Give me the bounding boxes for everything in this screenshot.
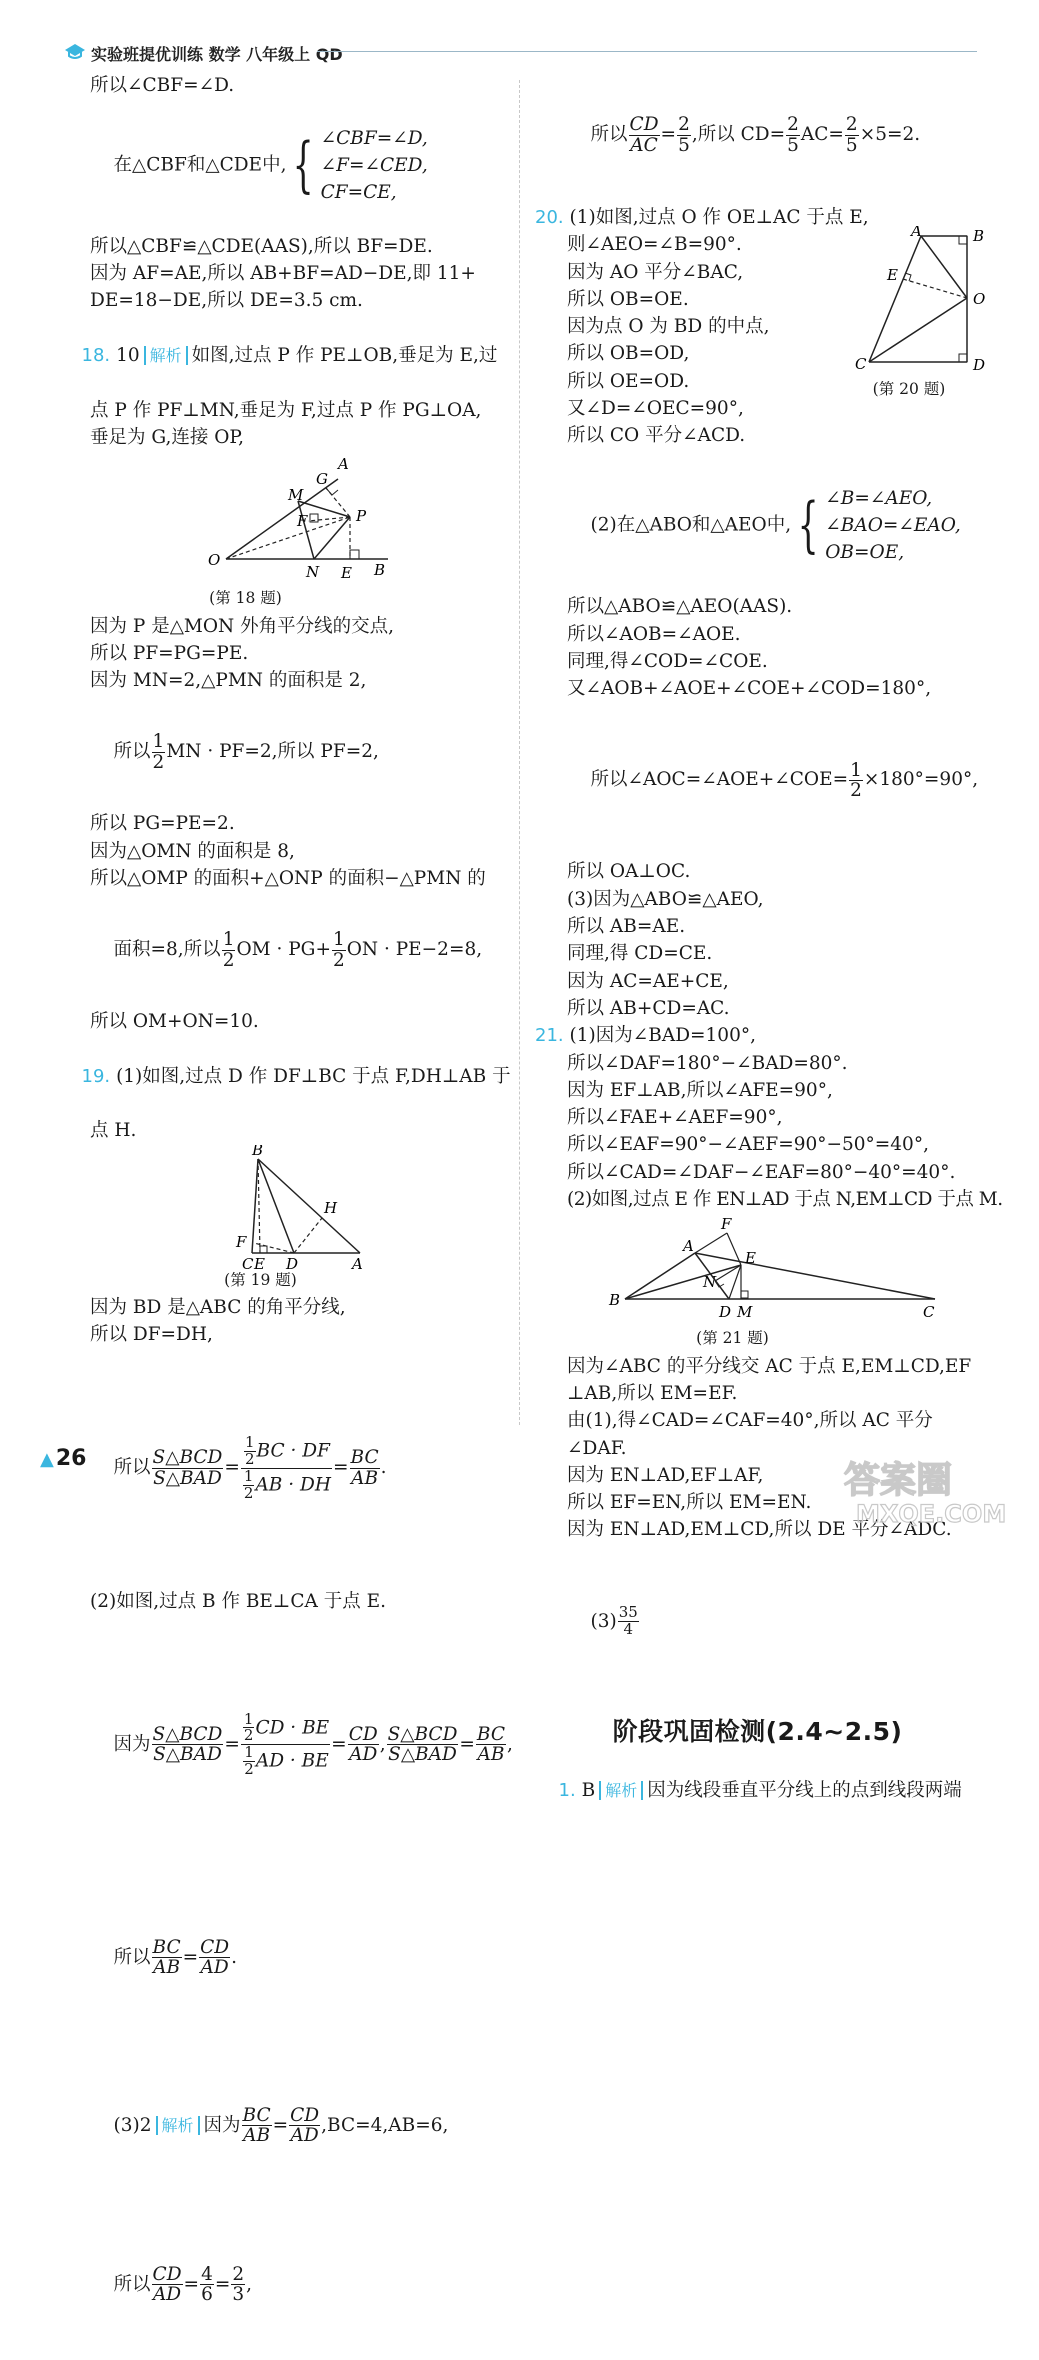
figure-label: E — [254, 1254, 265, 1273]
text-fragment: BC=4,AB=6, — [327, 2114, 449, 2136]
formula-line: 所以 $\frac{BC}{AB}$ = $\frac{CD}{AD}$ . — [113, 1936, 238, 1979]
math: AC — [630, 134, 658, 156]
figure-label: B — [252, 1144, 264, 1159]
figure-label: B — [374, 561, 386, 580]
figure-label: C — [855, 355, 867, 373]
math: S△BAD — [153, 1744, 222, 1766]
fraction — [332, 930, 346, 970]
watermark-text: 答案圈 — [844, 1460, 953, 1501]
denominator — [629, 136, 660, 155]
text-fragment: 因为 — [113, 1733, 151, 1755]
text-line: 垂足为 G,连接 OP, — [90, 426, 245, 448]
denominator — [350, 1469, 380, 1488]
header-title: 实验班提优训练 数学 八年级上 QD — [91, 45, 343, 64]
left-column — [55, 72, 523, 2360]
text-line: 所以 EF=EN,所以 EM=EN. — [567, 1492, 812, 1514]
fraction — [242, 2106, 272, 2146]
fraction — [241, 1709, 330, 1778]
math: S△BCD — [152, 1447, 223, 1469]
figure-label: P — [356, 507, 367, 526]
figure-20-diagram — [847, 226, 987, 376]
text-fragment: 所以 — [113, 2273, 151, 2295]
denominator: 3 — [232, 2284, 245, 2306]
figure-label: O — [208, 551, 221, 570]
text-line: 所以 OA⊥OC. — [567, 861, 691, 883]
figure-19 — [228, 1145, 368, 1273]
math: AD — [152, 2284, 182, 2306]
numerator — [242, 2106, 272, 2126]
text-line: 所以 AB+CD=AC. — [567, 997, 730, 1019]
text-fragment: 所以∠AOC=∠AOE+∠COE= — [590, 769, 849, 791]
text-line: 所以∠FAE+∠AEF=90°, — [567, 1107, 783, 1129]
math: CD · BE — [255, 1716, 330, 1738]
header-rule — [317, 51, 977, 52]
numerator — [289, 2106, 320, 2126]
numerator: 1 — [850, 759, 862, 781]
brace-icon: { — [797, 490, 819, 561]
text-line: 所以 OB=OE. — [567, 288, 689, 310]
numerator: 2 — [787, 114, 799, 136]
fraction — [348, 1725, 379, 1765]
fraction — [786, 115, 800, 155]
text-fragment: 如图,过点 P 作 PE⊥OB,垂足为 E,过 — [191, 345, 498, 367]
math: CD — [290, 2104, 320, 2126]
text-line: (3)因为△ABO≌△AEO, — [567, 888, 764, 910]
denominator: 2 — [850, 779, 862, 801]
denominator — [289, 2126, 320, 2145]
math: BC — [350, 1447, 379, 1469]
text-line: 所以△OMP 的面积+△ONP 的面积−△PMN 的 — [90, 867, 486, 889]
text-fragment: ON · PE−2=8, — [346, 939, 483, 961]
system-row: CF=CE, — [320, 181, 397, 203]
page-number — [40, 1446, 86, 1471]
numerator — [387, 1725, 459, 1745]
denominator — [241, 1745, 330, 1778]
question-19 — [58, 1035, 523, 1117]
numerator: 1 — [332, 929, 345, 951]
formula-line: (3)2 解析 因为 $\frac{BC}{AB}$ = $\frac{CD}{AD}$ ,BC=4,AB=6, — [113, 2104, 449, 2147]
system-row: ∠F=∠CED, — [320, 154, 428, 176]
text-line: (2)如图,过点 E 作 EN⊥AD 于点 N,EM⊥CD 于点 M. — [567, 1189, 1003, 1211]
brace-icon: { — [293, 130, 315, 201]
watermark-logo — [838, 1452, 1028, 1528]
analysis-tag: 解析 — [599, 1781, 643, 1800]
denominator — [387, 1745, 459, 1764]
math: BC — [476, 1723, 506, 1745]
figure-caption: (第 21 题) — [696, 1329, 769, 1348]
text-line: 又∠AOB+∠AOE+∠COE+∠COD=180°, — [567, 678, 932, 700]
text-line: 因为∠ABC 的平分线交 AC 于点 E,EM⊥CD,EF — [567, 1355, 972, 1377]
figure-label: B — [973, 227, 985, 245]
text-line: 因为点 O 为 BD 的中点, — [567, 316, 770, 338]
fraction — [476, 1725, 506, 1765]
math: CD — [200, 1936, 230, 1958]
figure-21-diagram — [605, 1213, 945, 1325]
numerator: 1 — [244, 1433, 255, 1452]
text-fragment: AC= — [800, 124, 844, 145]
math: BC — [242, 2104, 271, 2126]
figure-label: G — [316, 470, 328, 489]
denominator: 2 — [332, 949, 345, 971]
numerator — [152, 1938, 182, 1958]
fraction — [618, 1605, 639, 1638]
denominator: 5 — [845, 134, 858, 156]
text-fragment: (1)如图,过点 O 作 OE⊥AC 于点 E, — [569, 207, 869, 228]
page-header — [55, 36, 980, 68]
math: AD · BE — [255, 1750, 329, 1772]
text-fragment: (1)因为∠BAD=100°, — [569, 1025, 756, 1047]
formula-line — [567, 702, 980, 858]
answer: 10 — [116, 345, 140, 367]
fraction — [243, 1745, 255, 1778]
fraction — [244, 1435, 256, 1468]
text-line: 由(1),得∠CAD=∠CAF=40°,所以 AC 平分 — [567, 1410, 933, 1432]
right-column — [535, 72, 1003, 1832]
denominator: 4 — [623, 1620, 634, 1639]
figure-label: E — [745, 1249, 756, 1268]
numerator: 1 — [244, 1743, 254, 1762]
figure-label: N — [703, 1273, 717, 1292]
section-title: 阶段巩固检测(2.4~2.5) — [612, 1716, 903, 1746]
numerator — [152, 2265, 183, 2285]
question-number: 18. — [81, 345, 111, 367]
numerator: 1 — [222, 929, 235, 951]
triangle-marker-icon: ▲ — [40, 1449, 54, 1470]
question-21 — [535, 1022, 980, 1049]
formula-line: 因为 $\frac{\text{S△BCD}}{\text{S△BAD}}$ = $\frac{1}{2}$ CD · BE $\frac{1}{2}$ AD · BE = $\frac{CD}{AD}$ , $\frac{\text{S△BCD}}{\text{S△BAD}}$ = $\frac{BC}{AB}$ , — [113, 1709, 513, 1778]
denominator — [152, 2285, 183, 2304]
numerator — [350, 1448, 380, 1468]
watermark-url: MXQE.COM — [856, 1500, 1007, 1528]
text-line: 所以∠DAF=180°−∠BAD=80°. — [567, 1052, 848, 1074]
text-line: 因为 EN⊥AD,EF⊥AF, — [567, 1464, 764, 1486]
figure-label: D — [973, 356, 986, 374]
text-line: 所以∠CAD=∠DAF−∠EAF=80°−40°=40°. — [567, 1161, 956, 1183]
numerator: 1 — [243, 1466, 254, 1485]
question-1 — [535, 1750, 980, 1832]
text-line: 所以∠CBF=∠D. — [90, 75, 235, 96]
equation-system — [286, 125, 427, 206]
math: CD — [348, 1723, 378, 1745]
fraction — [241, 1435, 332, 1501]
system-row: ∠CBF=∠D, — [320, 127, 428, 149]
formula-line — [567, 1544, 980, 1700]
text-line: 所以∠AOB=∠AOE. — [567, 623, 741, 645]
fraction — [231, 2265, 245, 2305]
question-number: 21. — [535, 1025, 564, 1047]
numerator — [348, 1725, 379, 1745]
math: AB — [243, 2125, 271, 2147]
fraction — [200, 2265, 214, 2305]
text-line: 所以 AB=AE. — [567, 916, 686, 938]
fraction — [243, 1709, 255, 1745]
figure-label: A — [683, 1237, 694, 1256]
text-fragment: (1)如图,过点 D 作 DF⊥BC 于点 F,DH⊥AB 于 — [116, 1065, 511, 1087]
fraction — [677, 115, 691, 155]
text-line: 所以 CO 平分∠ACD. — [567, 425, 746, 447]
formula-line: 所以 $\frac{CD}{AD}$ = $\frac{4}{6}$ = $\frac{2}{3}$ , — [113, 2263, 253, 2306]
system-row: OB=OE, — [825, 541, 905, 563]
denominator — [242, 2126, 272, 2145]
fraction — [387, 1725, 459, 1765]
text-line: (2)如图,过点 B 作 BE⊥CA 于点 E. — [90, 1591, 386, 1613]
text-line: 所以 PG=PE=2. — [90, 813, 235, 835]
analysis-tag: 解析 — [156, 2116, 200, 2135]
math: S△BAD — [153, 1467, 222, 1489]
fraction — [199, 1938, 230, 1978]
text-line: 因为 EN⊥AD,EM⊥CD,所以 DE 平分∠ADC. — [567, 1519, 952, 1541]
fraction — [629, 115, 660, 155]
text-line: 点 P 作 PF⊥MN,垂足为 F,过点 P 作 PG⊥OA, — [90, 399, 482, 421]
figure-label: E — [887, 266, 898, 284]
text-line: 因为 P 是△MON 外角平分线的交点, — [90, 615, 394, 637]
question-number: 19. — [81, 1065, 111, 1087]
figure-label: O — [973, 290, 986, 308]
fraction — [350, 1448, 380, 1488]
fraction — [243, 1466, 255, 1502]
question-number: 1. — [558, 1779, 576, 1801]
math: S△BCD — [387, 1723, 458, 1745]
figure-label: F — [721, 1215, 732, 1234]
text-line: DE=18−DE,所以 DE=3.5 cm. — [90, 290, 363, 312]
fraction — [152, 1725, 224, 1765]
math: AB · DH — [255, 1474, 332, 1496]
text-line: ⊥AB,所以 EM=EF. — [567, 1382, 738, 1404]
figure-label: A — [352, 1254, 363, 1273]
text-fragment: (2)在△ABO和△AEO中, — [590, 514, 792, 536]
figure-label: E — [341, 564, 352, 583]
figure-caption: (第 20 题) — [872, 380, 946, 398]
numerator — [152, 1448, 224, 1468]
fraction — [222, 930, 236, 970]
denominator — [199, 1958, 230, 1977]
math: BC · DF — [256, 1440, 330, 1462]
fraction — [845, 115, 859, 155]
text-line: 同理,得∠COD=∠COE. — [567, 650, 768, 672]
text-line: 所以 OB=OD, — [567, 343, 690, 365]
figure-20 — [847, 226, 987, 396]
text-line: 所以△CBF≌△CDE(AAS),所以 BF=DE. — [90, 235, 433, 257]
formula-line — [90, 694, 523, 810]
figure-18-diagram — [198, 451, 398, 591]
equation-system — [791, 485, 961, 566]
system-line — [90, 97, 523, 233]
numerator: 2 — [845, 114, 858, 136]
math: AB — [477, 1744, 505, 1766]
denominator: 2 — [152, 751, 165, 773]
figure-label: B — [609, 1291, 621, 1310]
text-line: 所以 OM+ON=10. — [90, 1011, 259, 1033]
denominator — [348, 1745, 379, 1764]
text-fragment: 因为 — [203, 2114, 241, 2136]
denominator: 2 — [244, 1759, 254, 1778]
formula-line: 所以 $\frac{\text{S△BCD}}{\text{S△BAD}}$ = $\frac{1}{2}$ BC · DF $\frac{1}{2}$ AB · DH = $\frac{BC}{AB}$ . — [113, 1433, 387, 1502]
math: S△BAD — [388, 1744, 457, 1766]
numerator: 4 — [201, 2263, 213, 2285]
figure-19-diagram — [228, 1145, 368, 1273]
text-fragment: ,所以 CD= — [691, 124, 786, 145]
text-fragment: MN · PF=2,所以 PF=2, — [166, 741, 379, 763]
system-line — [567, 458, 980, 594]
math: AB — [153, 1957, 181, 1979]
analysis-tag: 解析 — [144, 346, 188, 365]
math: AB — [351, 1467, 379, 1489]
text-fragment: ×5=2. — [859, 124, 921, 145]
text-line: 因为 AC=AE+CE, — [567, 970, 729, 992]
math: CD — [629, 114, 659, 136]
math: BC — [152, 1936, 181, 1958]
text-line: 所以 PF=PG=PE. — [90, 642, 249, 664]
numerator: 1 — [152, 731, 165, 753]
denominator: 2 — [222, 949, 235, 971]
math: AD — [349, 1744, 378, 1766]
text-line: 因为 MN=2,△PMN 的面积是 2, — [90, 670, 367, 692]
numerator — [241, 1709, 330, 1746]
text-line: 因为 AF=AE,所以 AB+BF=AD−DE,即 11+ — [90, 263, 476, 285]
question-20 — [535, 204, 986, 450]
formula-line: 所以 $\frac{CD}{AC}$ = $\frac{2}{5}$ ,所以 CD= $\frac{2}{5}$ AC= $\frac{2}{5}$ ×5=2. — [590, 114, 921, 156]
text-line: 所以 DF=DH, — [90, 1324, 213, 1346]
figure-caption: (第 18 题) — [209, 589, 282, 608]
numerator: 2 — [232, 2263, 245, 2285]
fraction — [849, 761, 863, 801]
question-18 — [58, 315, 523, 397]
figure-label: H — [324, 1198, 338, 1217]
text-fragment: 所以 — [113, 1457, 151, 1479]
formula-line — [90, 892, 523, 1008]
book-logo-icon — [63, 40, 87, 60]
text-fragment: (3) — [590, 1610, 617, 1632]
numerator — [241, 1435, 332, 1469]
fraction — [289, 2106, 320, 2146]
fraction — [152, 1938, 182, 1978]
figure-label: F — [236, 1232, 247, 1251]
figure-label: A — [338, 455, 349, 474]
question-number: 20. — [535, 207, 564, 228]
figure-label: C — [242, 1254, 254, 1273]
denominator — [152, 1469, 224, 1488]
figure-label: D — [719, 1303, 732, 1322]
figure-label: M — [288, 486, 304, 505]
text-fragment: 因为线段垂直平分线上的点到线段两端 — [647, 1779, 962, 1801]
text-line: 因为 AO 平分∠BAC, — [567, 261, 744, 283]
denominator: 5 — [678, 134, 690, 156]
numerator — [199, 1938, 230, 1958]
numerator — [152, 1725, 224, 1745]
denominator: 6 — [201, 2284, 213, 2306]
denominator — [476, 1745, 506, 1764]
numerator: 1 — [243, 1709, 254, 1728]
text-fragment: ×180°=90°, — [863, 769, 979, 791]
denominator — [241, 1466, 332, 1502]
figure-21 — [605, 1213, 945, 1325]
math: AD — [290, 2125, 319, 2147]
math: AD — [200, 1957, 229, 1979]
numerator — [629, 115, 660, 135]
figure-label: D — [286, 1254, 299, 1273]
text-line: 所以 OE=OD. — [567, 370, 690, 392]
text-fragment: 在△CBF和△CDE中, — [113, 154, 287, 176]
figure-label: N — [306, 563, 320, 582]
text-line: 同理,得 CD=CE. — [567, 943, 713, 965]
text-fragment: (3)2 — [113, 2114, 152, 2136]
system-row: ∠B=∠AEO, — [825, 487, 933, 509]
text-line: 所以△ABO≌△AEO(AAS). — [567, 596, 793, 618]
text-fragment: 所以 — [590, 124, 628, 145]
fraction — [152, 1448, 224, 1488]
figure-18 — [198, 451, 398, 591]
text-line: 因为△OMN 的面积是 8, — [90, 840, 295, 862]
text-fragment: OM · PG+ — [236, 939, 331, 961]
numerator: 2 — [678, 114, 690, 136]
text-fragment: 所以 — [113, 741, 151, 763]
figure-label: C — [923, 1303, 935, 1322]
fraction — [152, 732, 166, 772]
text-line: 因为 EF⊥AB,所以∠AFE=90°, — [567, 1079, 833, 1101]
text-line: 又∠D=∠OEC=90°, — [567, 398, 744, 420]
figure-label: F — [297, 512, 308, 531]
figure-caption: (第 19 题) — [224, 1270, 297, 1289]
text-line: 因为 BD 是△ABC 的角平分线, — [90, 1296, 346, 1318]
denominator — [152, 1745, 224, 1764]
numerator: 35 — [618, 1603, 638, 1622]
denominator: 2 — [244, 1450, 255, 1469]
answer: B — [581, 1779, 596, 1801]
page-number-text: 26 — [55, 1446, 87, 1471]
math: CD — [152, 2263, 182, 2285]
text-line: 则∠AEO=∠B=90°. — [567, 234, 742, 256]
text-fragment: 面积=8,所以 — [113, 939, 221, 961]
denominator: 5 — [787, 134, 799, 156]
denominator — [152, 1958, 182, 1977]
denominator: 2 — [243, 1726, 254, 1745]
numerator — [476, 1725, 506, 1745]
figure-label: A — [911, 226, 922, 240]
fraction — [152, 2265, 183, 2305]
text-line: ∠DAF. — [567, 1437, 627, 1459]
system-row: ∠BAO=∠EAO, — [825, 514, 961, 536]
text-line: 点 H. — [90, 1120, 137, 1142]
text-fragment: 所以 — [113, 1946, 151, 1968]
math: S△BCD — [152, 1723, 223, 1745]
text-line: 所以∠EAF=90°−∠AEF=90°−50°=40°, — [567, 1134, 929, 1156]
denominator: 2 — [243, 1483, 254, 1502]
figure-label: M — [737, 1303, 753, 1322]
